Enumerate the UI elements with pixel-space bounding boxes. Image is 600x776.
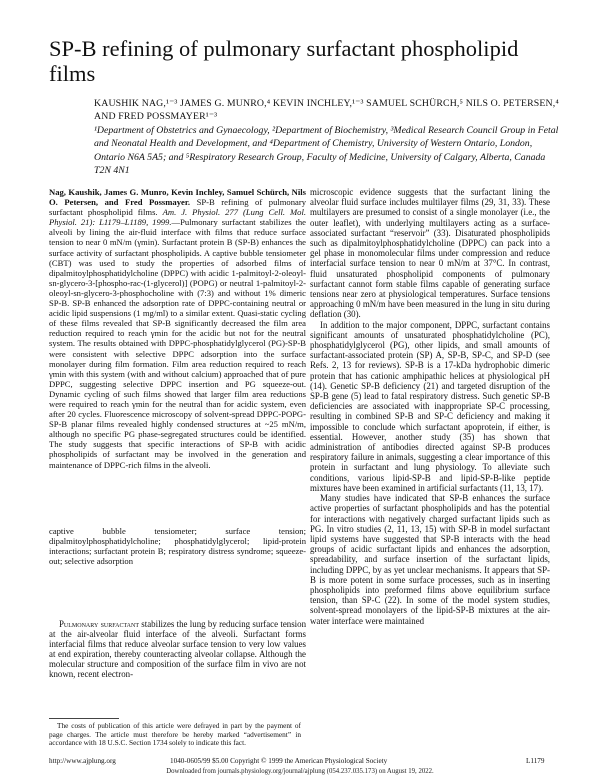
footnote: The costs of publication of this article were defrayed in part by the payment of page charges. The article must therefore be hereby marked “advertisement” in accordance with 18 U.S.C. Section 1734 solely to indicate this fact. — [49, 721, 301, 748]
footnote-divider — [49, 718, 119, 719]
download-notice: Downloaded from journals.physiology.org/journal/ajplung (054.237.035.173) on August 19, 2022. — [166, 768, 434, 775]
abstract-citation-authors: Nag, Kaushik, James G. Munro, Kevin Inchley, Samuel Schürch, Nils O. Petersen, and Fred Possmayer. — [49, 187, 306, 208]
keywords: captive bubble tensiometer; surface tension; dipalmitoylphosphatidylcholine; phosphatidylglycerol; lipid-protein interactions; surfactant protein B; respiratory distress syndrome; squeeze-out; selective adsorption — [49, 526, 306, 567]
abstract-citation-title: SP-B refining of pulmonary surfactant phospholipid films. — [49, 197, 306, 218]
copyright-line: 1040-0605/99 $5.00 Copyright © 1999 the American Physiological Society — [170, 757, 388, 765]
abstract-body: —Pulmonary surfactant stabilizes the alveoli by lining the air-fluid interface with films that reduce surface tension to near 0 mN/m (γmin). Surfactant protein B (SP-B) enhances the surface activity of surfactant phospholipids. A captive bubble tensiometer (CBT) was used to study the properties of adsorbed films of dipalmitoylphosphatidylcholine (DPPC) with acidic 1-palmitoyl-2-oleoyl-sn-glycero-3-[phospho-rac-(1-glycerol)] (POPG) or neutral 1-palmitoyl-2-oleoyl-sn-glycero-3-phosphocholine with (7:3) and without 1% dimeric SP-B. SP-B enhanced the adsorption rate of DPPC-containing neutral or acidic lipid suspensions (1 mg/ml) to a similar extent. Quasi-static cycling of these films revealed that SP-B significantly decreased the film area reduction required to reach γmin for the acidic but not for the neutral system. The results obtained with DPPC-phosphatidylglycerol (PG)-SP-B were consistent with selective DPPC adsorption into the surface monolayer during film formation. Film area reduction required to reach γmin with this system (with and without calcium) approached that of pure DPPC, suggesting selective DPPC insertion and PG squeeze-out. Dynamic cycling of such films showed that larger film area reductions were required to reach γmin for the neutral than for acidic system, even after 20 cycles. Fluorescence microscopy of solvent-spread DPPC-POPG-SP-B planar films revealed highly condensed structures at ~25 mN/m, although no specific PG phase-segregated structures could be identified. The study suggests that specific interactions of SP-B with acidic phospholipids of surfactant may be involved in the generation and maintenance of DPPC-rich films in the alveoli. — [49, 217, 306, 470]
introduction-lead: Pulmonary surfactant — [59, 619, 139, 629]
body-paragraph-1: microscopic evidence suggests that the surfactant lining the alveolar fluid surface includes multilayer films (29, 31, 33). These multilayers are presumed to consist of a single monolayer (i.e., the outer leaflet), with underlying multilayers acting as a surface-associated surfactant “reservoir” (33). Disaturated phospholipids such as dipalmitoylphosphatidylcholine (DPPC) can pack into a gel phase in monomolecular films under compression and reduce interfacial surface tension to near 0 mN/m at 37°C. In contrast, fluid unsaturated phospholipid components of pulmonary surfactant cannot form stable films capable of generating surface tensions near zero at physiological temperatures. Surface tensions approaching 0 mN/m have been measured in the lung in situ during deflation (30). — [310, 187, 550, 320]
affiliations: ¹Department of Obstetrics and Gynaecology, ²Department of Biochemistry, ³Medical Research Council Group in Fetal and Neonatal Health and Development, and ⁴Department of Chemistry, University of Western Ontario, London, Ontario N6A 5A5; and ⁵Respiratory Research Group, Faculty of Medicine, University of Calgary, Alberta, Canada T2N 4N1 — [94, 125, 559, 177]
introduction-paragraph — [49, 619, 306, 680]
author-list: KAUSHIK NAG,¹⁻³ JAMES G. MUNRO,⁴ KEVIN INCHLEY,¹⁻³ SAMUEL SCHÜRCH,⁵ NILS O. PETERSEN,⁴ AND FRED POSSMAYER¹⁻³ — [94, 98, 559, 123]
article-title: SP-B refining of pulmonary surfactant phospholipid films — [49, 36, 519, 86]
introduction-body: stabilizes the lung by reducing surface tension at the air-alveolar fluid interface of the alveoli. Surfactant forms interfacial films that reduce alveolar surface tension to very low values at end expiration, thereby counteracting alveolar collapse. Although the molecular structure and composition of the surface film in vivo are not known, recent electron- — [49, 619, 307, 680]
journal-url-link[interactable]: http://www.ajplung.org — [49, 757, 116, 765]
abstract-citation-journal: Am. J. Physiol. 277 (Lung Cell. Mol. Physiol. 21): L1179–L1189, 1999. — [49, 207, 307, 228]
right-column — [310, 187, 550, 626]
abstract — [49, 187, 306, 470]
body-paragraph-3: Many studies have indicated that SP-B enhances the surface active properties of surfactant phospholipids and has the potential for interactions with negatively charged surfactant lipids such as PG. In vitro studies (2, 11, 13, 15) with SP-B in model surfactant lipid systems have suggested that SP-B interacts with the head groups of acidic surfactant lipids and enhances the adsorption, spreadability, and surface insertion of the surfactant lipids, including DPPC, by as yet unclear mechanisms. It appears that SP-B is more potent in some surface processes, such as in inserting phospholipids into preformed films above equilibrium surface tension, than SP-C (22). In some of the model system studies, solvent-spread monolayers of the lipid-SP-B mixtures at the air-water interface were maintained — [310, 493, 550, 626]
page-number: L1179 — [526, 757, 545, 765]
body-paragraph-2: In addition to the major component, DPPC, surfactant contains significant amounts of unsaturated phosphatidylcholine (PC), phosphatidylglycerol (PG), other lipids, and small amounts of surfactant-associated protein (SP) A, SP-B, SP-C, and SP-D (see Refs. 2, 13 for reviews). SP-B is a 17-kDa hydrophobic dimeric protein that has cationic amphipathic helices at physiological pH (14). Genetic SP-B deficiency (21) and targeted disruption of the SP-B gene (5) lead to fatal respiratory distress. Such genetic SP-B deficiencies are associated with inappropriate SP-C processing, resulting in combined SP-B and SP-C deficiency and making it impossible to conclude which surfactant apoprotein, if either, is essential. However, another study (35) has shown that administration of antibodies directed against SP-B produces respiratory failure in animals, suggesting a clear importance of this protein in surfactant and lung physiology. To alleviate such conditions, various lipid-SP-B and lipid-SP-B-like peptide mixtures have been examined in artificial surfactants (11, 13, 17). — [310, 319, 550, 493]
